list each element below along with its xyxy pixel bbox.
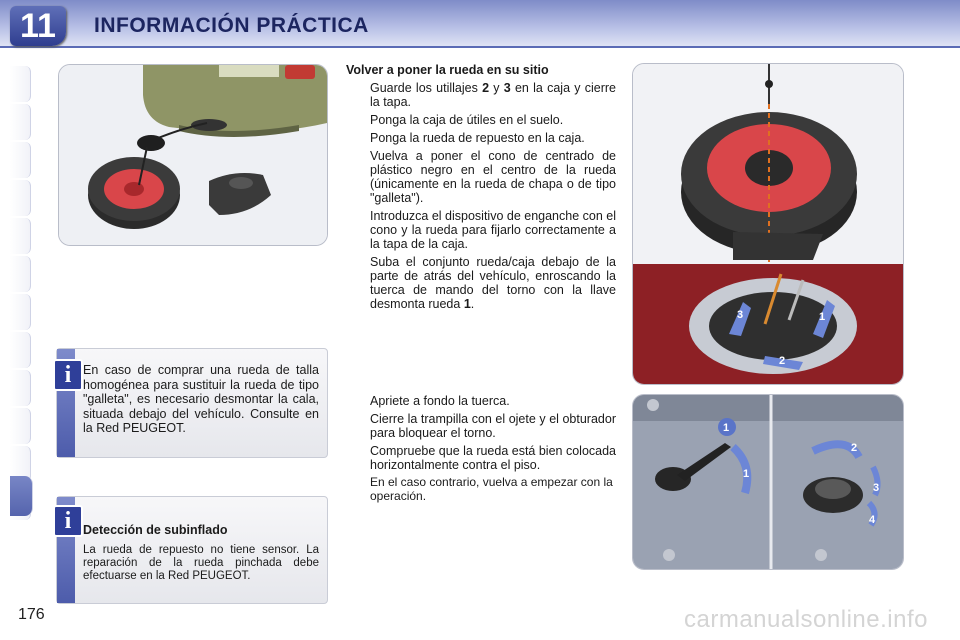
wheel-assembly-photo — [632, 63, 904, 385]
figure-label: 1 — [819, 311, 826, 323]
step-item: Suba el conjunto rueda/caja debajo de la parte de atrás del vehículo, enroscando la tuerca de mando del torno con la llave desmonta rueda 1. — [370, 255, 616, 311]
info-i-icon: i — [53, 359, 83, 391]
step-item: Ponga la rueda de repuesto en la caja. — [370, 131, 585, 145]
info-text: La rueda de repuesto no tiene sensor. La reparación de la rueda pinchada debe efectuarse en la Red PEUGEOT. — [83, 543, 319, 582]
wheel-assembly-illustration — [633, 64, 903, 384]
side-tab[interactable] — [10, 370, 31, 406]
figure-label: 3 — [737, 309, 744, 321]
watermark: carmanualsonline.info — [684, 606, 928, 633]
floor-cover-illustration — [633, 395, 903, 569]
instructions-bottom — [346, 394, 616, 503]
figure-label: 3 — [873, 482, 880, 494]
side-tab-active[interactable] — [10, 476, 33, 516]
info-content — [83, 523, 319, 583]
note-text: En el caso contrario, vuelva a empezar con la operación. — [370, 475, 613, 503]
steps-list-2 — [346, 394, 616, 472]
side-tab[interactable] — [10, 294, 31, 330]
info-box-underinflation — [56, 496, 328, 604]
page-title: INFORMACIÓN PRÁCTICA — [94, 14, 369, 37]
side-tab[interactable] — [10, 104, 31, 140]
steps-list — [346, 81, 616, 311]
page-number: 176 — [18, 606, 45, 623]
side-tab[interactable] — [10, 408, 31, 444]
step-item: Apriete a fondo la tuerca. — [370, 394, 510, 408]
side-tab[interactable] — [10, 142, 31, 178]
figure-label: 2 — [851, 442, 858, 454]
info-text: En caso de comprar una rueda de talla homogénea para sustituir la rueda de tipo "galleta", es necesario desmontar la cala, situada debajo del vehículo. Consulte en la Red PEUGEOT. — [83, 363, 319, 435]
info-i-icon: i — [53, 505, 83, 537]
step-item: Cierre la trampilla con el ojete y el obturador para bloquear el torno. — [370, 412, 616, 440]
info-title: Detección de subinflado — [83, 523, 228, 537]
side-tab[interactable] — [10, 332, 31, 368]
floor-cover-photo — [632, 394, 904, 570]
side-tab[interactable] — [10, 218, 31, 254]
side-tab[interactable] — [10, 256, 31, 292]
chapter-badge: 11 — [10, 6, 66, 46]
header-underline — [0, 46, 960, 48]
figure-label: 2 — [779, 355, 786, 367]
figure-label: 1 — [723, 422, 730, 434]
step-item: Vuelva a poner el cono de centrado de plástico negro en el centro de la rueda (únicamente en la rueda de chapa o de tipo "galleta"). — [370, 149, 616, 205]
side-tab[interactable] — [10, 66, 31, 102]
step-item: Introduzca el dispositivo de enganche con el cono y la rueda para fijarlo correctamente a la tapa de la caja. — [370, 209, 616, 251]
section-title: Volver a poner la rueda en su sitio — [346, 63, 549, 77]
step-item: Ponga la caja de útiles en el suelo. — [370, 113, 564, 127]
step-item: Compruebe que la rueda está bien colocada horizontalmente contra el piso. — [370, 444, 617, 472]
car-and-wheel-illustration — [59, 65, 327, 245]
figure-label: 1 — [743, 468, 750, 480]
instructions-top — [346, 63, 616, 315]
spare-wheel-photo — [58, 64, 328, 246]
chapter-side-tabs — [10, 66, 32, 576]
info-box-wheel-size — [56, 348, 328, 458]
figure-label: 4 — [869, 514, 876, 526]
step-item: Guarde los utillajes 2 y 3 en la caja y cierre la tapa. — [370, 81, 617, 109]
side-tab[interactable] — [10, 180, 31, 216]
